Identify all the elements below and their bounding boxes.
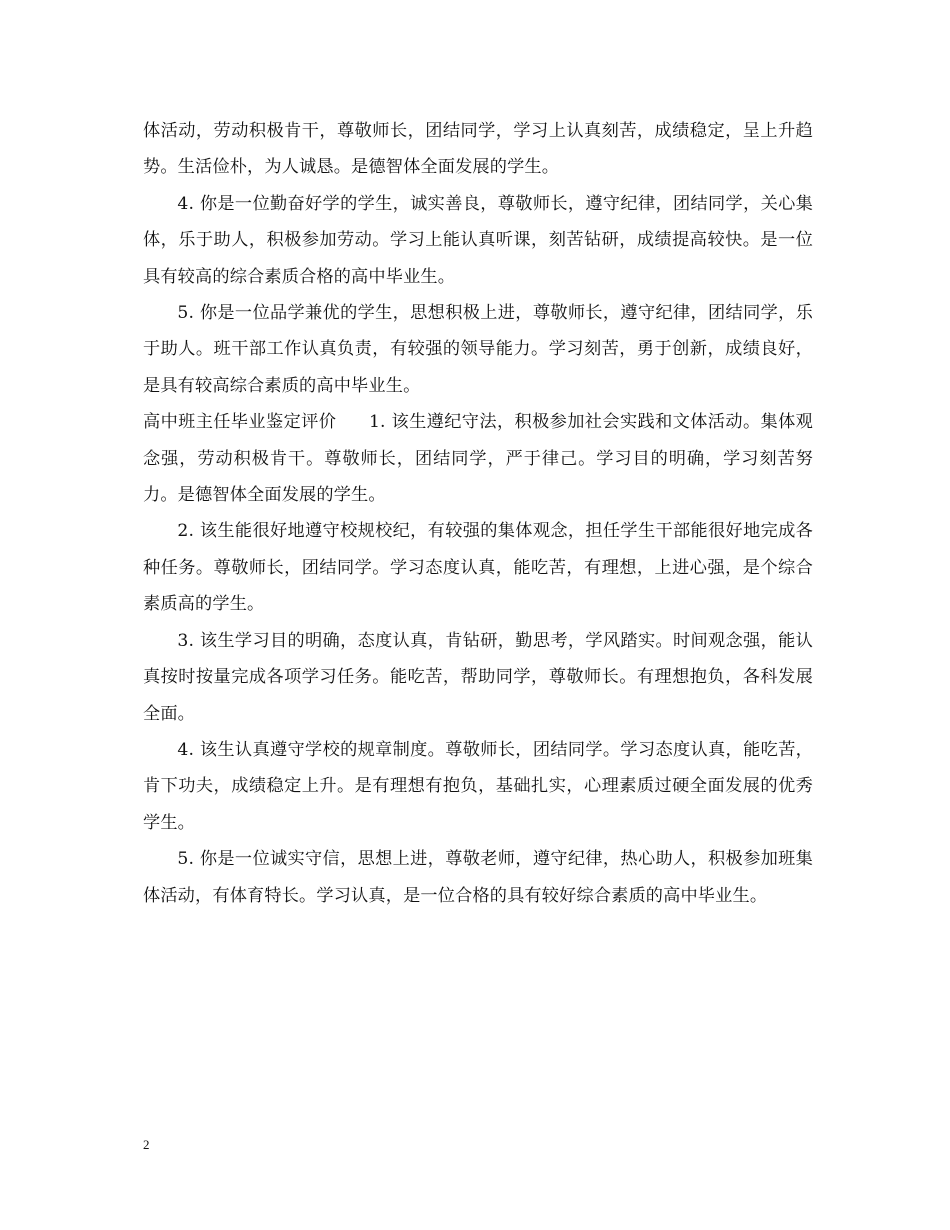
section-paragraph — [143, 404, 813, 513]
paragraph-item-4: 4. 你是一位勤奋好学的学生，诚实善良，尊敬师长，遵守纪律，团结同学，关心集体，乐于助人，积极参加劳动。学习上能认真听课，刻苦钻研，成绩提高较快。是一位具有较高的综合素质合格的高中毕业生。 — [143, 193, 813, 287]
section-item-2: 2. 该生能很好地遵守校规校纪，有较强的集体观念，担任学生干部能很好地完成各种任务。尊敬师长，团结同学。学习态度认真，能吃苦，有理想，上进心强，是个综合素质高的学生。 — [143, 521, 813, 615]
paragraph-continuation: 体活动，劳动积极肯干，尊敬师长，团结同学，学习上认真刻苦，成绩稳定，呈上升趋势。生活俭朴，为人诚恳。是德智体全面发展的学生。 — [143, 121, 813, 178]
section-heading: 高中班主任毕业鉴定评价 — [143, 412, 337, 433]
paragraph-item-5: 5. 你是一位品学兼优的学生，思想积极上进，尊敬师长，遵守纪律，团结同学，乐于助人。班干部工作认真负责，有较强的领导能力。学习刻苦，勇于创新，成绩良好，是具有较高综合素质的高中毕业生。 — [143, 303, 813, 396]
section-item-1: 1. 该生遵纪守法，积极参加社会实践和文体活动。集体观念强，劳动积极肯干。尊敬师长，团结同学，严于律己。学习目的明确，学习刻苦努力。是德智体全面发展的学生。 — [143, 412, 813, 506]
section-item-5: 5. 你是一位诚实守信，思想上进，尊敬老师，遵守纪律，热心助人，积极参加班集体活动，有体育特长。学习认真，是一位合格的具有较好综合素质的高中毕业生。 — [143, 849, 813, 906]
document-body — [143, 113, 813, 914]
section-item-4: 4. 该生认真遵守学校的规章制度。尊敬师长，团结同学。学习态度认真，能吃苦，肯下功夫，成绩稳定上升。是有理想有抱负，基础扎实，心理素质过硬全面发展的优秀学生。 — [143, 739, 813, 833]
page-number: 2 — [143, 1137, 150, 1152]
section-item-3: 3. 该生学习目的明确，态度认真，肯钻研，勤思考，学风踏实。时间观念强，能认真按时按量完成各项学习任务。能吃苦，帮助同学，尊敬师长。有理想抱负，各科发展全面。 — [143, 630, 813, 724]
